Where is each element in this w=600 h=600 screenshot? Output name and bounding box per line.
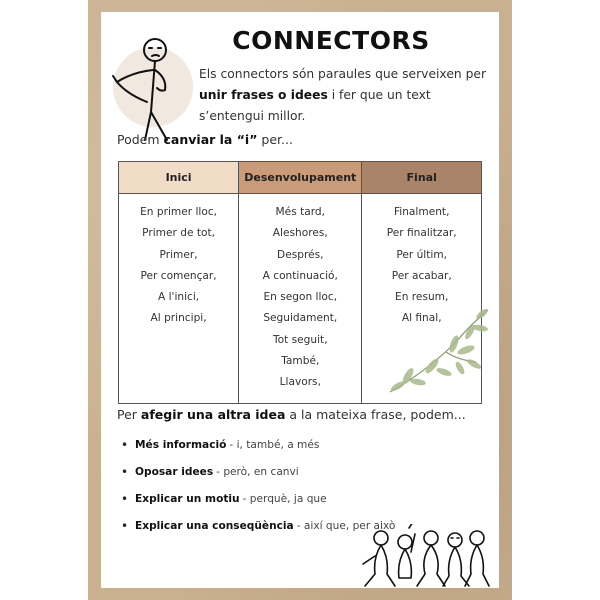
connector-cell: Al principi, [150, 312, 207, 325]
intro-part2: i fer que un text s’entengui millor. [199, 88, 431, 123]
connector-cell: Després, [277, 248, 324, 261]
header-inici: Inici [119, 162, 239, 194]
connector-cell: També, [281, 355, 320, 368]
use-label: Oposar idees [135, 466, 214, 478]
connector-uses-list [121, 437, 395, 545]
lead-prefix: Podem [117, 132, 164, 147]
column-desenvolupament [239, 194, 362, 404]
intro-part1: Els connectors són paraules que serveixen per [199, 67, 487, 81]
connector-cell: Tot seguit, [272, 333, 328, 346]
use-label: Explicar un motiu [135, 493, 240, 505]
list-item [121, 518, 395, 545]
connector-cell: Per començar, [140, 269, 217, 282]
bullet-icon: • [121, 492, 129, 506]
connector-cell: Aleshores, [272, 227, 328, 240]
use-label: Més informació [135, 439, 227, 451]
connector-cell: Primer, [159, 248, 198, 261]
connector-cell: En resum, [395, 291, 449, 304]
list-item [121, 437, 395, 464]
lead-suffix: per... [257, 132, 293, 147]
lead-text [117, 132, 293, 147]
connector-cell: Per acabar, [391, 269, 452, 282]
connector-cell: A l'inici, [157, 291, 200, 304]
bullet-icon: • [121, 465, 129, 479]
column-inici [119, 194, 239, 404]
second-prefix: Per [117, 407, 141, 422]
use-examples: - perquè, ja que [242, 493, 327, 505]
worksheet [101, 12, 499, 588]
use-examples: - i, també, a més [229, 439, 320, 451]
group-of-people-icon [359, 524, 491, 588]
second-lead [117, 407, 466, 422]
second-bold: afegir una altra idea [140, 407, 286, 422]
connector-cell: Per finalitzar, [386, 227, 457, 240]
header-desenvolupament: Desenvolupament [239, 162, 362, 194]
bullet-icon: • [121, 438, 129, 452]
list-item [121, 464, 395, 491]
list-item [121, 491, 395, 518]
connector-cell: Llavors, [279, 376, 321, 389]
intro-text [199, 64, 491, 127]
page-title: CONNECTORS [232, 26, 430, 55]
thinking-person-icon [105, 32, 195, 142]
connector-cell: Primer de tot, [142, 227, 215, 240]
connector-cell: Finalment, [393, 206, 450, 218]
header-final: Final [362, 162, 482, 194]
lead-bold: canviar la “i” [163, 132, 258, 147]
connector-cell: Més tard, [275, 206, 325, 218]
leaf-branch-icon [386, 302, 494, 397]
bullet-icon: • [121, 519, 129, 533]
connector-cell: En segon lloc, [263, 291, 338, 304]
use-label: Explicar una conseqüència [135, 520, 294, 532]
connector-cell: En primer lloc, [140, 206, 218, 218]
intro-bold: unir frases o idees [199, 88, 328, 102]
use-examples: - però, en canvi [216, 466, 299, 478]
use-examples: - així que, per això [296, 520, 396, 532]
connector-cell: Al final, [401, 312, 442, 325]
connector-cell: Seguidament, [263, 312, 338, 325]
connector-cell: A continuació, [262, 269, 338, 282]
connector-cell: Per últim, [396, 248, 448, 261]
second-suffix: a la mateixa frase, podem... [285, 407, 466, 422]
